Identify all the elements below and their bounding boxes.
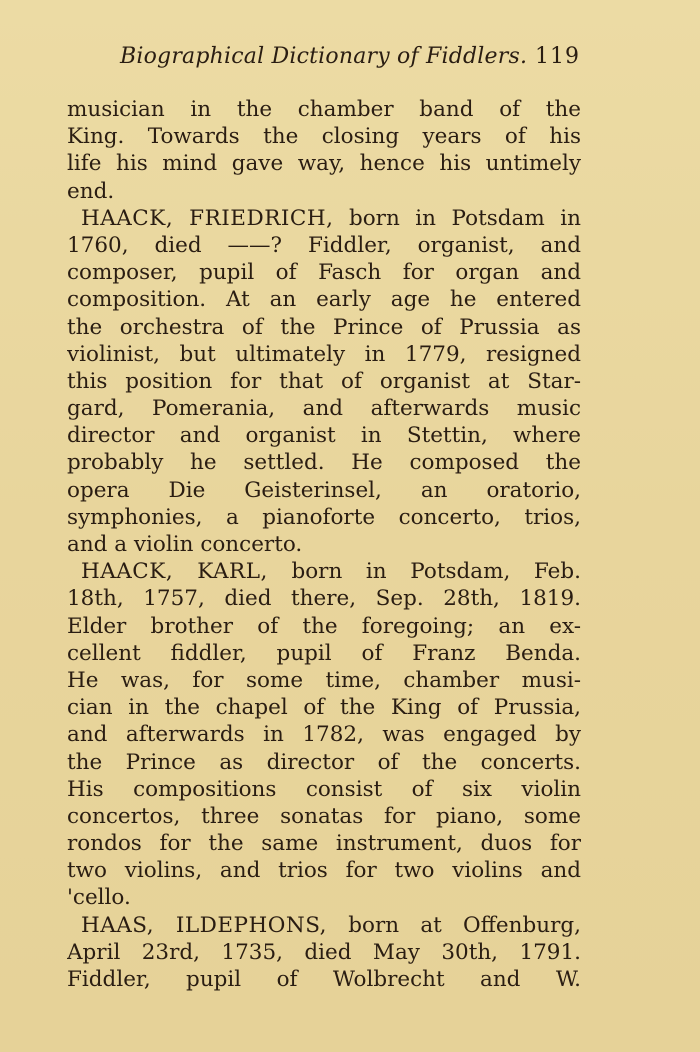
entry-head-line: HAACK, FRIEDRICH, born in Potsdam in bbox=[81, 205, 581, 231]
text-line: King. Towards the closing years of his bbox=[67, 124, 581, 150]
text-line: and afterwards in 1782, was engaged by bbox=[67, 722, 581, 748]
text-line: violinist, but ultimately in 1779, resigned bbox=[67, 341, 581, 367]
text-line: composer, pupil of Fasch for organ and bbox=[67, 260, 581, 286]
text-line: this position for that of organist at Star- bbox=[67, 368, 581, 394]
entry-head-line: HAAS, ILDEPHONS, born at Offenburg, bbox=[81, 912, 581, 938]
text-line: April 23rd, 1735, died May 30th, 1791. bbox=[67, 939, 581, 965]
text-line: 'cello. bbox=[67, 885, 131, 911]
text-line: symphonies, a pianoforte concerto, trios, bbox=[67, 504, 581, 530]
text-line: gard, Pomerania, and afterwards music bbox=[67, 396, 581, 422]
text-line: composition. At an early age he entered bbox=[67, 287, 581, 313]
text-line: and a violin concerto. bbox=[67, 532, 303, 557]
page-number: 119 bbox=[535, 44, 580, 69]
text-line: cian in the chapel of the King of Prussia, bbox=[67, 695, 581, 721]
text-line: the Prince as director of the concerts. bbox=[67, 749, 581, 775]
text-line: 18th, 1757, died there, Sep. 28th, 1819. bbox=[67, 586, 581, 612]
text-line: He was, for some time, chamber musi- bbox=[67, 667, 581, 693]
text-line: end. bbox=[67, 178, 115, 204]
text-line: musician in the chamber band of the bbox=[67, 97, 581, 122]
text-line: probably he settled. He composed the bbox=[67, 450, 581, 476]
text-line: Fiddler, pupil of Wolbrecht and W. bbox=[67, 967, 581, 992]
text-line: Elder brother of the foregoing; an ex- bbox=[67, 613, 581, 639]
text-line: director and organist in Stettin, where bbox=[67, 423, 581, 449]
text-line: cellent fiddler, pupil of Franz Benda. bbox=[67, 640, 581, 666]
entry-heading: HAACK, FRIEDRICH, bbox=[81, 205, 334, 231]
text-line: rondos for the same instrument, duos for bbox=[67, 831, 581, 857]
text-line: 1760, died ——? Fiddler, organist, and bbox=[67, 232, 581, 258]
text-line: opera Die Geisterinsel, an oratorio, bbox=[67, 477, 581, 503]
text-line: two violins, and trios for two violins and bbox=[67, 858, 581, 884]
body-text bbox=[67, 96, 581, 993]
running-title: Biographical Dictionary of Fiddlers. bbox=[120, 44, 528, 69]
text-line: concertos, three sonatas for piano, some bbox=[67, 803, 581, 829]
entry-head-line: HAACK, KARL, born in Potsdam, Feb. bbox=[81, 559, 581, 585]
text-line: the orchestra of the Prince of Prussia as bbox=[67, 314, 581, 340]
text-line: His compositions consist of six violin bbox=[67, 776, 581, 802]
entry-heading: HAACK, KARL, bbox=[81, 559, 268, 585]
running-head bbox=[120, 44, 580, 76]
text-line: life his mind gave way, hence his untimely bbox=[67, 151, 581, 177]
entry-heading: HAAS, ILDEPHONS, bbox=[81, 912, 327, 938]
